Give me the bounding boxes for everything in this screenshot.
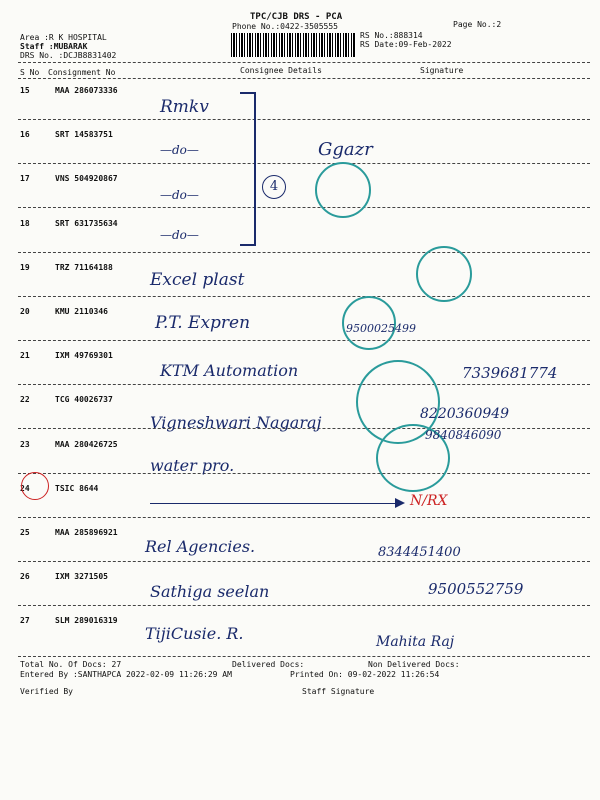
staff: Staff :MUBARAK — [20, 42, 88, 51]
phone-25: 8344451400 — [378, 545, 461, 560]
staff-signature: Staff Signature — [302, 687, 375, 696]
sign-17: Ggazr — [318, 139, 373, 160]
hand-21: KTM Automation — [160, 361, 299, 380]
hand-15: Rmkv — [160, 97, 209, 117]
col-consignee: Consignee Details — [240, 66, 322, 75]
row-divider — [18, 296, 590, 297]
circle-four: 4 — [262, 175, 286, 199]
phone-23: 9840846090 — [425, 428, 502, 442]
row-sno: 15 — [20, 86, 30, 95]
divider — [18, 78, 590, 79]
row-sno: 27 — [20, 616, 30, 626]
row-consignment: MAA 286073336 — [55, 86, 118, 95]
hand-24: N/RX — [410, 493, 448, 509]
row-consignment: SRT 631735634 — [55, 218, 118, 228]
row-consignment: VNS 504920867 — [55, 174, 118, 184]
row-sno: 19 — [20, 262, 30, 272]
row-consignment: TCG 40026737 — [55, 395, 113, 405]
row-consignment: IXM 49769301 — [55, 351, 113, 361]
non-delivered-docs: Non Delivered Docs: — [368, 660, 460, 669]
hand-17: —do— — [160, 188, 199, 202]
phone-26: 9500552759 — [428, 580, 524, 598]
entered-by: Entered By :SANTHAPCA 2022-02-09 11:26:29 AM — [20, 670, 232, 679]
row-sno: 18 — [20, 218, 30, 228]
row-divider — [18, 340, 590, 341]
area: Area :R K HOSPITAL — [20, 33, 107, 42]
hand-19: Excel plast — [150, 270, 245, 290]
printed-on: Printed On: 09-02-2022 11:26:54 — [290, 670, 440, 679]
page-number: Page No.:2 — [453, 20, 502, 29]
hand-23: water pro. — [150, 456, 235, 475]
verified-by: Verified By — [20, 687, 73, 696]
row-consignment: SRT 14583751 — [55, 130, 113, 140]
row-consignment: KMU 2110346 — [55, 307, 108, 316]
row-sno: 20 — [20, 307, 30, 316]
col-consignment: Consignment No — [48, 68, 116, 77]
stamp-17 — [315, 162, 371, 218]
divider — [18, 62, 590, 63]
rs-number: RS No.:888314 — [360, 31, 423, 40]
row-sno: 17 — [20, 174, 30, 184]
row-sno: 25 — [20, 528, 30, 537]
delivered-docs: Delivered Docs: — [232, 660, 305, 669]
row-sno: 16 — [20, 130, 30, 140]
phone-21: 7339681774 — [462, 364, 558, 382]
row-consignment: IXM 3271505 — [55, 572, 108, 582]
row-divider — [18, 473, 590, 474]
row-consignment: TSIC 8644 — [55, 483, 99, 493]
hand-26: Sathiga seelan — [150, 582, 270, 601]
barcode — [231, 33, 356, 57]
doc-title: TPC/CJB DRS - PCA — [250, 12, 343, 22]
total-docs: Total No. Of Docs: 27 — [20, 660, 122, 669]
col-sno: S No — [20, 68, 40, 77]
row-sno: 23 — [20, 439, 30, 449]
drs-number: DRS No. :DCJB8831402 — [20, 51, 117, 60]
row-divider — [18, 561, 590, 562]
hand-20: P.T. Expren — [155, 313, 251, 333]
row-consignment: TRZ 71164188 — [55, 262, 113, 272]
stamp-19 — [416, 246, 472, 302]
hand-27: TijiCusie. R. — [145, 624, 244, 643]
row-divider — [18, 252, 590, 253]
divider — [18, 656, 590, 657]
hand-16: —do— — [160, 143, 199, 157]
hand-18: —do— — [160, 228, 199, 242]
red-circle — [21, 472, 49, 500]
phone-number: Phone No.:0422-3505555 — [232, 22, 338, 31]
phone-22: 8220360949 — [420, 406, 510, 422]
row-divider — [18, 119, 590, 120]
rs-date: RS Date:09-Feb-2022 — [360, 40, 452, 49]
row-sno: 21 — [20, 351, 30, 361]
hand-22: Vigneshwari Nagaraj — [150, 413, 322, 432]
row-divider — [18, 207, 590, 208]
row-divider — [18, 605, 590, 606]
row-sno: 26 — [20, 572, 30, 582]
row-sno: 24 — [20, 483, 30, 493]
phone-20: 9500025499 — [346, 322, 416, 335]
row-sno: 22 — [20, 395, 30, 405]
hand-25: Rel Agencies. — [145, 537, 256, 556]
row-consignment: SLM 289016319 — [55, 616, 118, 626]
row-divider — [18, 517, 590, 518]
row-consignment: MAA 285896921 — [55, 528, 118, 537]
arrow-head-icon — [395, 498, 405, 508]
row-consignment: MAA 280426725 — [55, 439, 118, 449]
row-divider — [18, 384, 590, 385]
bracket — [240, 92, 256, 246]
arrow-line — [150, 503, 400, 504]
name-27: Mahita Raj — [376, 634, 455, 650]
row-divider — [18, 163, 590, 164]
col-signature: Signature — [420, 66, 464, 75]
